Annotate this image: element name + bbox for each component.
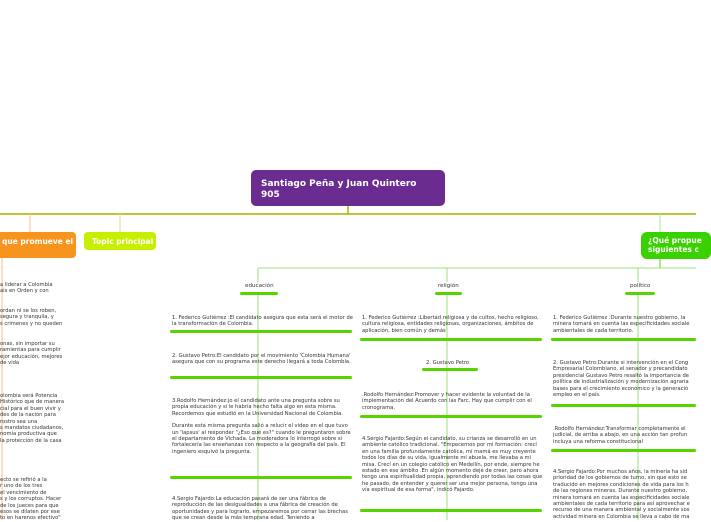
politico-item-2-underline — [551, 404, 696, 407]
left-subtopic-3[interactable]: onas, sin importar su ramientas para cumplir ejor educación, mejores de vida — [0, 341, 63, 367]
subtopic-religion-underline — [435, 292, 462, 295]
religion-item-2-underline — [422, 368, 478, 371]
left-subtopic-1[interactable]: a liderar a Colombia ais en Orden y con — [0, 282, 53, 295]
religion-item-3[interactable]: .Rodolfo Hernández:Promover y hacer evidente la voluntad de la implementación del Acuerdo con las Farc. Hay que cumplir con el cronograma. — [362, 392, 532, 411]
central-topic[interactable] — [251, 170, 445, 206]
main-topic-right[interactable] — [641, 232, 711, 259]
main-topic-principal[interactable] — [84, 232, 156, 250]
subtopic-educacion-underline — [240, 292, 278, 295]
politico-item-3[interactable]: .Rodolfo Hernández:Transformar completamente el judicial, de arriba a abajo, en una acción tan profun incluya una reforma constitucional — [553, 426, 688, 445]
left-subtopic-5[interactable]: ecto se refirió a la r uno de los tres el vencimiento de s y los corruptos. Hacer de los jueces para que esos se dilaten por ese to en harenos efectivo" — [0, 477, 62, 522]
religion-item-4-underline — [360, 509, 542, 512]
left-subtopic-4[interactable]: olombia será Potencia Histórico que de manera cial para el buen vivir y des de la nación para rostro sea una s mandatos ciudadanos, nomía productiva que la protección de la casa — [0, 393, 65, 444]
left-subtopic-2[interactable]: ordan ni se los roben, segura y tranquila, y s crimenes y no queden — [0, 308, 63, 327]
subtopic-educacion[interactable]: educación — [245, 283, 274, 289]
subtopic-politico[interactable]: político — [630, 283, 651, 289]
religion-item-3-underline — [360, 415, 542, 418]
central-topic-label: Santiago Peña y Juan Quintero 905 — [261, 179, 417, 200]
main-topic-left[interactable] — [0, 232, 76, 258]
educacion-item-3[interactable]: 3.Rodolfo Hernández:jo el candidato ante una pregunta sobre su propia educación y si le habría hecho falta algo en esta misma. Recordemos que estudió en la Universidad Nacional de Colombia. Durante esta misma pregunta salió a relucir el video en el que tuvo un 'lapsus' al responder "¿Eso qué es?" cuando le preguntaron sobre el departamento de Vichada. La moderadora lo interrogó sobre si fortalecería las enseñanzas con respecto a la geografía del país. El ingeniero esquivó la pregunta. — [172, 398, 351, 455]
educacion-item-2[interactable]: 2. Gustavo Petro:El candidato por el movimiento 'Colombia Humana' asegura que con su programa este derecho llegará a toda Colombia. — [172, 353, 351, 366]
religion-item-4[interactable]: 4.Sergio Fajardo:Según el candidato, su crianza se desarrolló en un ambiente católico tradicional. "Empecemos por mi formación: crecí en una familia profundamente católica, mi mamá es muy creyente todos los días de su vida, igualmente mi abuela, me llevaba a mi misa. Crecí en un colegio católico en Medellín, por ende, siempre he estado en ese ámbito .En algún momento dejé de creer, pero ahora tengo una espiritualidad propia, aprendiendo por todas las cosas que he pasado, de entender y querer ser una mejor persona, tengo una vía espiritual de esa forma", indicó Fajardo. — [362, 436, 543, 494]
main-topic-left-label: que promueve el — [2, 237, 74, 246]
religion-item-2[interactable]: 2. Gustavo Petro — [426, 360, 470, 366]
religion-item-1[interactable]: 1. Federico Gutiérrez :Libertad religiosa y de cultos, hecho religioso, cultura religiosa, entidades religiosas, organizaciones, ámbitos de aplicación, bien común y demás — [362, 315, 539, 334]
religion-item-1-underline — [360, 338, 542, 341]
educacion-item-3-underline — [170, 476, 352, 479]
educacion-item-2-underline — [170, 376, 352, 379]
educacion-item-1[interactable]: 1. Federico Gutiérrez :El candidato asegura que esta será el motor de la transformación de Colombia. — [172, 315, 353, 328]
politico-item-3-underline — [551, 449, 696, 452]
politico-item-1-underline — [551, 338, 696, 341]
subtopic-politico-underline — [625, 292, 655, 295]
politico-item-1[interactable]: 1. Federico Gutiérrez :Durante nuestro gobierno, la minera tomará en cuenta las especificidades sociale ambientales de cada territorio. — [553, 315, 690, 334]
politico-item-4[interactable]: 4.Sergio Fajardo:Por muchos años, la minería ha sid prioridad de los gobiernos de turno, sin que esto se traducido en mejores condiciones de vida para los h de las regiones mineras. Durante nuestro gobierno, minera tomará en cuenta las especificidades sociale ambientales de cada territorio para así aprovechar e recurso de una manera ambiental y socialmente sos actividad minera en Colombia se lleva a cabo de ma — [553, 469, 690, 520]
subtopic-religion[interactable]: religión — [438, 283, 459, 289]
politico-item-2[interactable]: 2. Gustavo Petro:Durante si intervención en el Cong Empresarial Colombiano, el senador y precandidato presidencial Gustavo Petro resaltó la importancia de política de industrialización y modernización agraria bases para el crecimiento económico y la generació empleo en el país. — [553, 360, 689, 399]
main-topic-right-label: ¿Qué propue siguientes c — [648, 236, 702, 254]
educacion-item-1-underline — [170, 330, 352, 333]
main-topic-principal-label: Topic principal — [92, 237, 154, 246]
educacion-item-4[interactable]: 4.Sergio Fajardo:La educación pasará de ser una fábrica de reproducción de las desigualdades a una fábrica de creación de oportunidades y para lograrlo, empezaremos por cerrar las brechas que se crean desde la más temprana edad. Teniendo a — [172, 496, 348, 522]
